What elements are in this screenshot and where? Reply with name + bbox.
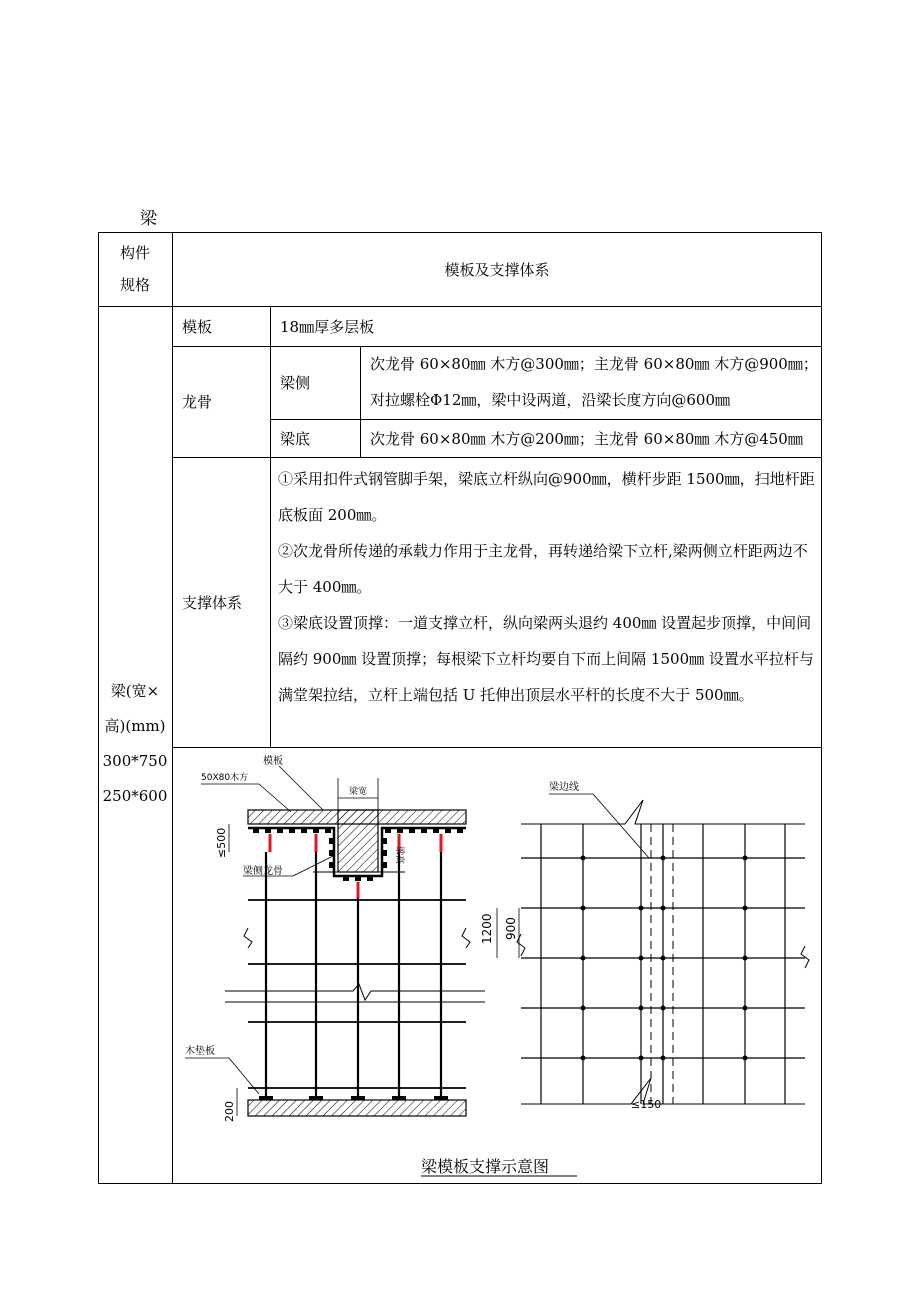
divider bbox=[270, 306, 271, 747]
beam-side-line-2: 对拉螺栓Φ12㎜，梁中设两道，沿梁长度方向@600㎜ bbox=[370, 391, 731, 409]
vertical-poles bbox=[266, 852, 441, 1098]
support-label: 支撑体系 bbox=[182, 593, 243, 612]
beam-spec-cell bbox=[98, 674, 172, 824]
header-formwork-system: 模板及支撑体系 bbox=[444, 260, 550, 279]
formwork-label: 模板 bbox=[182, 317, 213, 336]
dim-200-label: 200 bbox=[223, 1101, 236, 1122]
diagram-caption: 梁模板支撑示意图 bbox=[421, 1157, 550, 1176]
beam-edge-callout: 梁边线 bbox=[549, 782, 579, 793]
beam-side-line-1: 次龙骨 60×80㎜ 木方@300㎜；主龙骨 60×80㎜ 木方@900㎜； bbox=[370, 355, 818, 373]
dim-1200-label: 1200 bbox=[480, 913, 494, 944]
beam-body bbox=[338, 810, 378, 872]
plan-view bbox=[480, 780, 809, 1111]
beam-formwork-diagram bbox=[173, 748, 821, 1183]
cross-section-view bbox=[185, 754, 485, 1122]
dim-150-label: ≤150 bbox=[631, 1098, 662, 1111]
header-component-spec bbox=[98, 232, 172, 306]
beam-side-label: 梁侧 bbox=[280, 374, 311, 392]
beam-dimension-label: 梁(宽× bbox=[110, 682, 160, 700]
beam-bottom-value: 次龙骨 60×80㎜ 木方@200㎜；主龙骨 60×80㎜ 木方@450㎜ bbox=[370, 429, 803, 448]
support-description bbox=[278, 461, 816, 745]
ground-slab bbox=[248, 1100, 466, 1116]
support-item-2: ②次龙骨所传递的承载力作用于主龙骨，再转递给梁下立杆,梁两侧立杆距两边不大于 400㎜。 bbox=[278, 542, 808, 596]
divider bbox=[360, 346, 361, 457]
support-item-1: ①采用扣件式钢管脚手架，梁底立杆纵向@900㎜，横杆步距 1500㎜，扫地杆距底板面 200㎜。 bbox=[278, 470, 815, 524]
header-spec-line: 规格 bbox=[119, 276, 150, 294]
side-keel-callout: 梁侧龙骨 bbox=[243, 866, 283, 877]
section-heading: 梁 bbox=[140, 209, 157, 229]
dim-500-label: ≤500 bbox=[215, 827, 228, 858]
beam-width-label: 梁宽 bbox=[349, 787, 368, 797]
support-item-3: ③梁底设置顶撑：一道支撑立杆，纵向梁两头退约 400㎜ 设置起步顶撑，中间间隔约 900㎜ 设置顶撑；每根梁下立杆均要自下而上间隔 1500㎜ 设置水平拉杆与满堂架拉结，立杆上端包括 U 托伸出顶层水平杆的长度不大于 500㎜。 bbox=[278, 614, 814, 704]
formwork-value: 18㎜厚多层板 bbox=[280, 317, 375, 336]
beam-bottom-label: 梁底 bbox=[280, 429, 311, 448]
plan-vertical-lines bbox=[541, 824, 785, 1104]
formwork-callout: 模板 bbox=[263, 756, 283, 767]
beam-height-label: 梁高 bbox=[394, 846, 404, 865]
beam-side-value bbox=[370, 346, 820, 419]
keel-label: 龙骨 bbox=[182, 393, 213, 411]
break-line bbox=[225, 984, 485, 1000]
beam-size-2: 250*600 bbox=[102, 787, 168, 805]
beam-size-1: 300*750 bbox=[102, 752, 168, 770]
timber-callout: 50X80木方 bbox=[201, 773, 249, 783]
pad-callout: 木垫板 bbox=[185, 1046, 215, 1057]
dim-900-label: 900 bbox=[504, 917, 518, 940]
header-component-line: 构件 bbox=[119, 244, 150, 262]
beam-dimension-unit: 高)(mm) bbox=[104, 717, 166, 735]
